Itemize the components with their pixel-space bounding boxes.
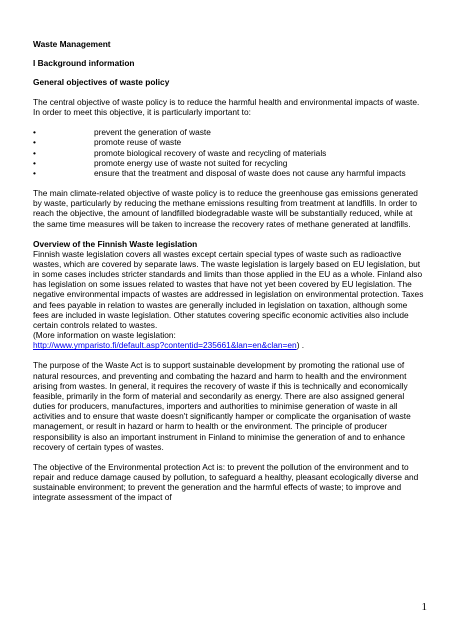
document-title: Waste Management bbox=[33, 39, 111, 49]
bullet-icon: • bbox=[33, 147, 36, 158]
list-item bbox=[33, 127, 425, 137]
list-item bbox=[33, 137, 425, 147]
list-item-text: prevent the generation of waste bbox=[94, 127, 211, 138]
section-title: I Background information bbox=[33, 57, 135, 68]
list-item bbox=[33, 168, 425, 178]
more-info-line bbox=[33, 330, 425, 340]
list-item-text: promote energy use of waste not suited for recycling bbox=[94, 157, 288, 168]
more-info-link-line bbox=[33, 340, 425, 350]
bullet-icon: • bbox=[33, 127, 36, 138]
bullet-icon: • bbox=[33, 137, 36, 148]
environmental-act-paragraph: The objective of the Environmental protection Act is: to prevent the pollution of the environment and to repair and reduce damage caused by pollution, to safeguard a healthy, pleasant ecologically diverse and sustainable environment; to prevent the generation and the harmful effects of waste; to improve and integrate assessment of the impact of bbox=[33, 461, 419, 503]
more-info-suffix: ) . bbox=[296, 340, 305, 351]
page-number: 1 bbox=[421, 601, 427, 613]
intro-paragraph: The central objective of waste policy is to reduce the harmful health and environmental impacts of waste. In order to meet this objective, it is particularly important to: bbox=[33, 96, 420, 118]
more-info-label: (More information on waste legislation: bbox=[33, 330, 176, 341]
bullet-icon: • bbox=[33, 157, 36, 168]
objectives-list bbox=[33, 127, 425, 178]
legislation-heading: Overview of the Finnish Waste legislation bbox=[33, 238, 198, 249]
bullet-icon: • bbox=[33, 167, 36, 178]
waste-legislation-link[interactable]: http://www.ymparisto.fi/default.asp?contentid=235661&lan=en&clan=en bbox=[33, 340, 297, 351]
legislation-paragraph: Finnish waste legislation covers all wastes except certain special types of waste such as radioactive wastes, which are covered by separate laws. The waste legislation is largely based on EU legislation, but in some cases includes stricter standards and limits than those applied in the EU as a whole. Finland also has legislation on some issues related to wastes that have not yet been covered by EU legislation. The negative environmental impacts of wastes are addressed in legislation on environmental protection. Taxes and fees payable in relation to wastes are generally included in legislation on taxation, although some fees are included in waste legislation. Other statutes covering specific economic activities also include certain controls related to wastes. bbox=[33, 248, 424, 330]
list-item-text: ensure that the treatment and disposal of waste does not cause any harmful impacts bbox=[94, 167, 406, 178]
list-item bbox=[33, 158, 425, 168]
document-page bbox=[33, 39, 425, 512]
climate-paragraph: The main climate-related objective of waste policy is to reduce the greenhouse gas emissions generated by waste, particularly by reducing the methane emissions resulting from treatment at landfills. In order to reach the objective, the amount of landfilled biodegradable waste will be substantially reduced, while at the same time measures will be taken to increase the recovery rates of methane generated at landfills. bbox=[33, 188, 418, 229]
list-item bbox=[33, 148, 425, 158]
list-item-text: promote biological recovery of waste and recycling of materials bbox=[94, 147, 327, 158]
list-item-text: promote reuse of waste bbox=[94, 137, 182, 148]
waste-act-paragraph: The purpose of the Waste Act is to support sustainable development by promoting the rational use of natural resources, and preventing and combating the hazard and harm to health and the environment arising from wastes. In general, it requires the recovery of waste if this is technically and economically feasible, primarily in the form of material and secondarily as energy. There are also assigned general duties for producers, manufactures, importers and authorities to minimise generation of waste in all activities and to ensure that waste doesn't significantly hamper or complicate the organisation of waste management, or result in hazard or harm to health or the environment. The principle of producer responsibility is also an important instrument in Finland to minimise the generation of and to enhance recovery of certain types of wastes. bbox=[33, 360, 411, 452]
subsection-title: General objectives of waste policy bbox=[33, 76, 170, 87]
